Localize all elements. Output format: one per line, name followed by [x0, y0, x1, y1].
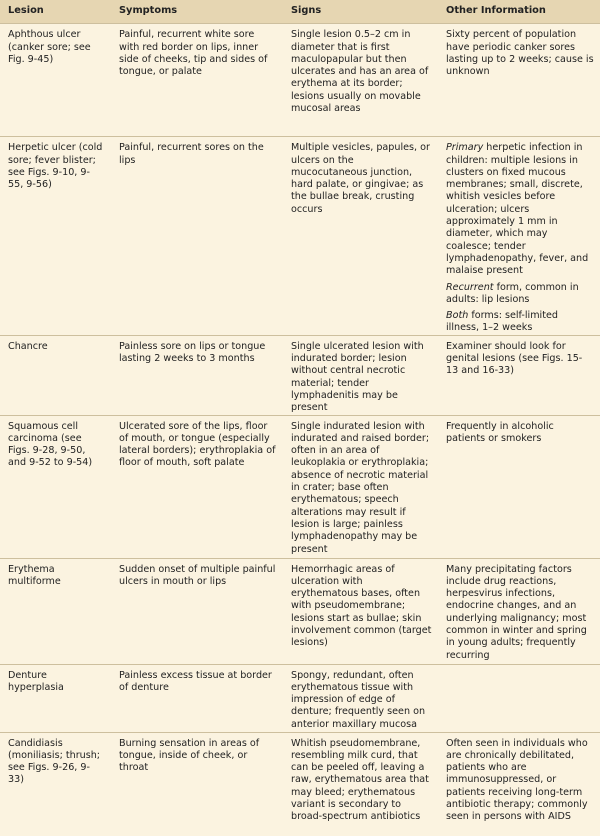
- other-info-cell: [438, 664, 600, 732]
- symptoms-cell: Painful, recurrent white sore with red border on lips, inner side of cheeks, tip and sides of tongue, or palate: [111, 24, 283, 137]
- header-symptoms: Symptoms: [111, 0, 283, 24]
- table-header: [0, 0, 600, 24]
- signs-cell: Single lesion 0.5–2 cm in diameter that is first maculopapular but then ulcerates and has an area of erythema at its border; lesions usually on movable mucosal areas: [283, 24, 438, 137]
- primary-paragraph: [446, 142, 594, 277]
- symptoms-cell: Sudden onset of multiple painful ulcers in mouth or lips: [111, 558, 283, 664]
- header-signs: Signs: [283, 0, 438, 24]
- symptoms-cell: Painless excess tissue at border of denture: [111, 664, 283, 732]
- lesion-cell: Herpetic ulcer (cold sore; fever blister; see Figs. 9-10, 9-55, 9-56): [0, 137, 111, 335]
- symptoms-cell: Painless sore on lips or tongue lasting 2 weeks to 3 months: [111, 335, 283, 415]
- lesion-cell: Denture hyperplasia: [0, 664, 111, 732]
- both-paragraph: [446, 310, 594, 335]
- other-info-cell: Frequently in alcoholic patients or smokers: [438, 415, 600, 558]
- recurrent-paragraph: [446, 282, 594, 307]
- table-row: [0, 137, 600, 335]
- table-body: [0, 24, 600, 836]
- signs-cell: Single ulcerated lesion with indurated border; lesion without central necrotic material; tender lymphadenitis may be present: [283, 335, 438, 415]
- other-info-cell: Often seen in individuals who are chronically debilitated, patients who are immunosuppressed, or patients receiving long-term antibiotic therapy; commonly seen in persons with AIDS: [438, 732, 600, 836]
- lesion-cell: Candidiasis (moniliasis; thrush; see Figs. 9-26, 9-33): [0, 732, 111, 836]
- header-row: [0, 0, 600, 24]
- signs-cell: Whitish pseudomembrane, resembling milk curd, that can be peeled off, leaving a raw, erythematous area that may bleed; erythematous variant is secondary to broad-spectrum antibiotics: [283, 732, 438, 836]
- header-lesion: Lesion: [0, 0, 111, 24]
- signs-cell: Multiple vesicles, papules, or ulcers on the mucocutaneous junction, hard palate, or gingivae; as the bullae break, crusting occurs: [283, 137, 438, 335]
- other-info-cell: Sixty percent of population have periodic canker sores lasting up to 2 weeks; cause is unknown: [438, 24, 600, 137]
- lesion-cell: Erythema multiforme: [0, 558, 111, 664]
- primary-label: Primary: [446, 142, 484, 154]
- signs-cell: Spongy, redundant, often erythematous tissue with impression of edge of denture; frequently seen on anterior maxillary mucosa: [283, 664, 438, 732]
- symptoms-cell: Ulcerated sore of the lips, floor of mouth, or tongue (especially lateral borders); erythroplakia of floor of mouth, soft palate: [111, 415, 283, 558]
- symptoms-cell: Painful, recurrent sores on the lips: [111, 137, 283, 335]
- table-row: [0, 664, 600, 732]
- header-other-information: Other Information: [438, 0, 600, 24]
- signs-cell: Hemorrhagic areas of ulceration with erythematous bases, often with pseudomembrane; lesions start as bullae; skin involvement common (target lesions): [283, 558, 438, 664]
- table-row: [0, 24, 600, 137]
- other-info-cell: Many precipitating factors include drug reactions, herpesvirus infections, endocrine changes, and an underlying malignancy; most common in winter and spring in young adults; frequently recurring: [438, 558, 600, 664]
- other-info-cell: Examiner should look for genital lesions (see Figs. 15-13 and 16-33): [438, 335, 600, 415]
- recurrent-text: form, common in adults: lip lesions: [446, 281, 579, 305]
- signs-cell: Single indurated lesion with indurated and raised border; often in an area of leukoplakia or erythroplakia; absence of necrotic material in crater; base often erythematous; speech alterations may result if lesion is large; painless lymphadenopathy may be present: [283, 415, 438, 558]
- both-label: Both: [446, 310, 469, 322]
- lesion-cell: Squamous cell carcinoma (see Figs. 9-28, 9-50, and 9-52 to 9-54): [0, 415, 111, 558]
- lesion-cell: Aphthous ulcer (canker sore; see Fig. 9-45): [0, 24, 111, 137]
- table-row: [0, 558, 600, 664]
- lesion-cell: Chancre: [0, 335, 111, 415]
- symptoms-cell: Burning sensation in areas of tongue, inside of cheek, or throat: [111, 732, 283, 836]
- table-row: [0, 732, 600, 836]
- table-row: [0, 335, 600, 415]
- other-info-cell: [438, 137, 600, 335]
- table-row: [0, 415, 600, 558]
- primary-text: herpetic infection in children: multiple lesions in clusters on fixed mucous membranes; small, discrete, whitish vesicles before ulceration; ulcers approximately 1 mm in diameter, which may coalesce; tender lymphadenopathy, fever, and malaise present: [446, 142, 589, 277]
- recurrent-label: Recurrent: [446, 281, 494, 293]
- both-text: forms: self-limited illness, 1–2 weeks: [446, 310, 558, 334]
